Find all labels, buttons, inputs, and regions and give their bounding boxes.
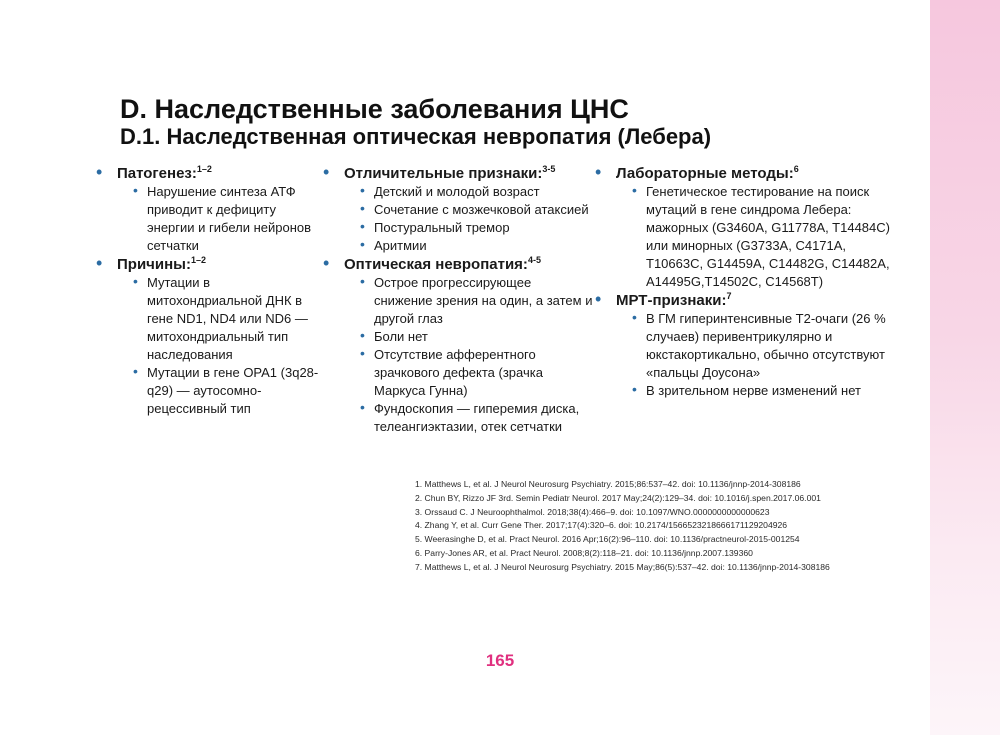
list-item: • Отсутствие афферентного зрачкового дефекта (зрачка Маркуса Гунна) bbox=[360, 345, 543, 398]
citation-sup: 1–2 bbox=[190, 255, 206, 265]
section-pathogenesis bbox=[96, 164, 324, 255]
bullet-icon: • bbox=[360, 399, 365, 415]
section-heading: Лабораторные методы:$^6$ bbox=[616, 164, 799, 182]
list-item: • Мутации в митохондриальной ДНК в гене ND1, ND4 или ND6 — митохондриальный тип наследования bbox=[133, 273, 308, 362]
reference-item: 3. Orssaud C. J Neuroophthalmol. 2018;38(4):466–9. doi: 10.1097/WNO.0000000000000623 bbox=[415, 506, 770, 517]
section-heading: Причины:$^{1-2}$ bbox=[117, 255, 206, 273]
bullet-icon: • bbox=[323, 162, 330, 182]
bullet-icon: • bbox=[96, 162, 103, 182]
bullet-icon: • bbox=[595, 162, 602, 182]
section-lab-methods bbox=[595, 164, 895, 291]
bullet-icon: • bbox=[133, 273, 138, 289]
citation-sup: 7 bbox=[726, 291, 732, 301]
bullet-icon: • bbox=[360, 236, 365, 252]
bullet-icon: • bbox=[323, 253, 330, 273]
bullet-icon: • bbox=[133, 182, 138, 198]
reference-item: 6. Parry-Jones AR, et al. Pract Neurol. 2008;8(2):118–21. doi: 10.1136/jnnp.2007.139360 bbox=[415, 547, 753, 558]
page-subtitle: D.1. Наследственная оптическая невропатия (Лебера) bbox=[120, 124, 712, 149]
reference-item: 5. Weerasinghe D, et al. Pract Neurol. 2016 Apr;16(2):96–110. doi: 10.1136/practneurol-2015-001254 bbox=[415, 534, 800, 545]
list-item: • Фундоскопия — гиперемия диска, телеангиэктазии, отек сетчатки bbox=[360, 399, 580, 434]
bullet-icon: • bbox=[360, 218, 365, 234]
citation-sup: 1–2 bbox=[196, 164, 212, 174]
page-title: D. Наследственные заболевания ЦНС bbox=[120, 94, 629, 124]
section-heading: Оптическая невропатия:$^{4-5}$ bbox=[344, 255, 541, 273]
list-item: • Детский и молодой возраст bbox=[360, 182, 540, 199]
column-signs-neuropathy bbox=[323, 164, 593, 436]
citation-sup: 3-5 bbox=[542, 164, 556, 174]
list-item: • В ГМ гиперинтенсивные T2-очаги (26 % случаев) перивентрикулярно и юкстакортикально, обычно отсутствуют «пальцы Доусона» bbox=[632, 309, 886, 380]
bullet-icon: • bbox=[595, 289, 602, 309]
section-causes bbox=[96, 255, 324, 418]
bullet-icon: • bbox=[360, 345, 365, 361]
citation-sup: 4-5 bbox=[527, 255, 541, 265]
citation-sup: 6 bbox=[793, 164, 799, 174]
bullet-icon: • bbox=[96, 253, 103, 273]
bullet-icon: • bbox=[360, 273, 365, 289]
bullet-icon: • bbox=[632, 182, 637, 198]
reference-item: 1. Matthews L, et al. J Neurol Neurosurg Psychiatry. 2015;86:537–42. doi: 10.1136/jnnp-2014-308186 bbox=[415, 479, 801, 489]
bullet-icon: • bbox=[360, 200, 365, 216]
reference-item: 4. Zhang Y, et al. Curr Gene Ther. 2017;17(4):320–6. doi: 10.2174/1566523218666171129204926 bbox=[415, 520, 788, 531]
list-item: • Сочетание с мозжечковой атаксией bbox=[360, 200, 589, 217]
decorative-side-stripe bbox=[930, 0, 1000, 735]
section-mri-signs bbox=[595, 291, 895, 400]
references-list bbox=[415, 478, 915, 575]
section-optic-neuropathy bbox=[323, 255, 593, 436]
list-item: • Постуральный тремор bbox=[360, 218, 510, 235]
bullet-icon: • bbox=[133, 363, 138, 379]
page-number: 165 bbox=[485, 651, 515, 670]
list-item: • В зрительном нерве изменений нет bbox=[632, 381, 861, 398]
reference-item: 7. Matthews L, et al. J Neurol Neurosurg Psychiatry. 2015 May;86(5):537–42. doi: 10.1136/jnnp-2014-308186 bbox=[415, 561, 830, 572]
list-item: • Острое прогрессирующее снижение зрения на один, а затем и другой глаз bbox=[360, 273, 593, 326]
section-heading: Отличительные признаки:$^{3-5}$ bbox=[344, 164, 556, 182]
bullet-icon: • bbox=[360, 182, 365, 198]
section-distinctive-signs bbox=[323, 164, 593, 255]
list-item: • Аритмии bbox=[360, 236, 427, 253]
bullet-icon: • bbox=[632, 309, 637, 325]
list-item: • Нарушение синтеза АТФ приводит к дефициту энергии и гибели нейронов сетчатки bbox=[133, 182, 312, 253]
list-item: • Генетическое тестирование на поиск мутаций в гене синдрома Лебера: мажорных (G3460A, G11778A, T14484C) или минорных (G3733A, C4171A, T10663C, G14459A, C14482G, C14482A, A14495G,T14502C, C14568T) bbox=[632, 182, 890, 289]
column-lab-mri bbox=[595, 164, 895, 400]
bullet-icon: • bbox=[632, 381, 637, 397]
list-item: • Мутации в гене OPA1 (3q28-q29) — аутосомно-рецессивный тип bbox=[133, 363, 319, 416]
section-heading: Патогенез:$^{1-2}$ bbox=[117, 164, 212, 182]
reference-item: 2. Chun BY, Rizzo JF 3rd. Semin Pediatr Neurol. 2017 May;24(2):129–34. doi: 10.1016/j.spen.2017.06.001 bbox=[415, 492, 821, 503]
section-heading: МРТ-признаки:$^7$ bbox=[616, 291, 732, 309]
column-pathogenesis-causes bbox=[96, 164, 324, 418]
list-item: • Боли нет bbox=[360, 327, 428, 344]
bullet-icon: • bbox=[360, 327, 365, 343]
